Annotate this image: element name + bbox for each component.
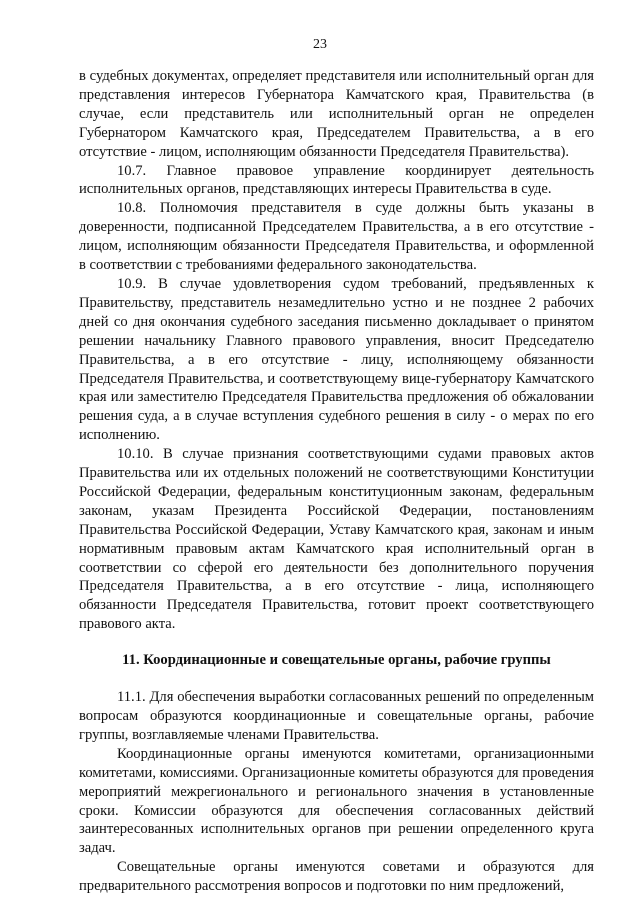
section-heading: 11. Координационные и совещательные органы, рабочие группы bbox=[122, 652, 551, 669]
paragraph-continuation: в судебных документах, определяет представителя или исполнительный орган для представления интересов Губернатора Камчатского края, Правительства (в случае, если представитель или исполнительный орган не определен Губернатором Камчатского края, Председателем Правительства, а в его отсутствие - лицом, исполняющим обязанности Председателя Правительства). bbox=[79, 68, 594, 160]
paragraph-10-7: 10.7. Главное правовое управление координирует деятельность исполнительных органов, представляющих интересы Правительства в суде. bbox=[79, 162, 594, 198]
paragraph-11-1: 11.1. Для обеспечения выработки согласованных решений по определенным вопросам образуются координационные и совещательные органы, рабочие группы, возглавляемые членами Правительства. bbox=[79, 689, 594, 743]
paragraph-10-9: 10.9. В случае удовлетворения судом требований, предъявленных к Правительству, представитель незамедлительно устно и не позднее 2 рабочих дней со дня окончания судебного заседания письменно докладывает о принятом решении начальнику Главного правового управления, вносит Председателю Правительства, а в его отсутствие - лицу, исполняющему обязанности Председателя Правительства, и соответствующему вице-губернатору Камчатского края или заместителю Председателя Правительства предложения об обжаловании решения суда, а в случае вступления судебного решения в силу - о мерах по его исполнению. bbox=[79, 275, 594, 444]
paragraph-advisory-bodies: Совещательные органы именуются советами и образуются для предварительного рассмотрения вопросов и подготовки по ним предложений, bbox=[79, 859, 594, 895]
paragraph-10-10: 10.10. В случае признания соответствующими судами правовых актов Правительства или их отдельных положений не соответствующими Конституции Российской Федерации, федеральным конституционным законам, федеральным законам, указам Президента Российской Федерации, постановлениям Правительства Российской Федерации, Уставу Камчатского края, законам и иным нормативным правовым актам Камчатского края исполнительный орган в соответствии со сферой его деятельности без дополнительного поручения Председателя Правительства, а в его отсутствие - лица, исполняющего обязанности Председателя Правительства, готовит проект соответствующего правового акта. bbox=[79, 446, 594, 633]
page-number: 23 bbox=[313, 37, 327, 52]
paragraph-coordination-bodies: Координационные органы именуются комитетами, организационными комитетами, комиссиями. Организационные комитеты образуются для проведения мероприятий межрегионального и регионального значения в установленные сроки. Комиссии образуются для обеспечения согласованных действий заинтересованных исполнительных органов при решении определенного круга задач. bbox=[79, 745, 594, 857]
document-body bbox=[79, 67, 594, 896]
paragraph-10-8: 10.8. Полномочия представителя в суде должны быть указаны в доверенности, подписанной Председателем Правительства, а в его отсутствие - лицом, исполняющим обязанности Председателя Правительства, и оформленной в соответствии с требованиями федерального законодательства. bbox=[79, 200, 594, 274]
